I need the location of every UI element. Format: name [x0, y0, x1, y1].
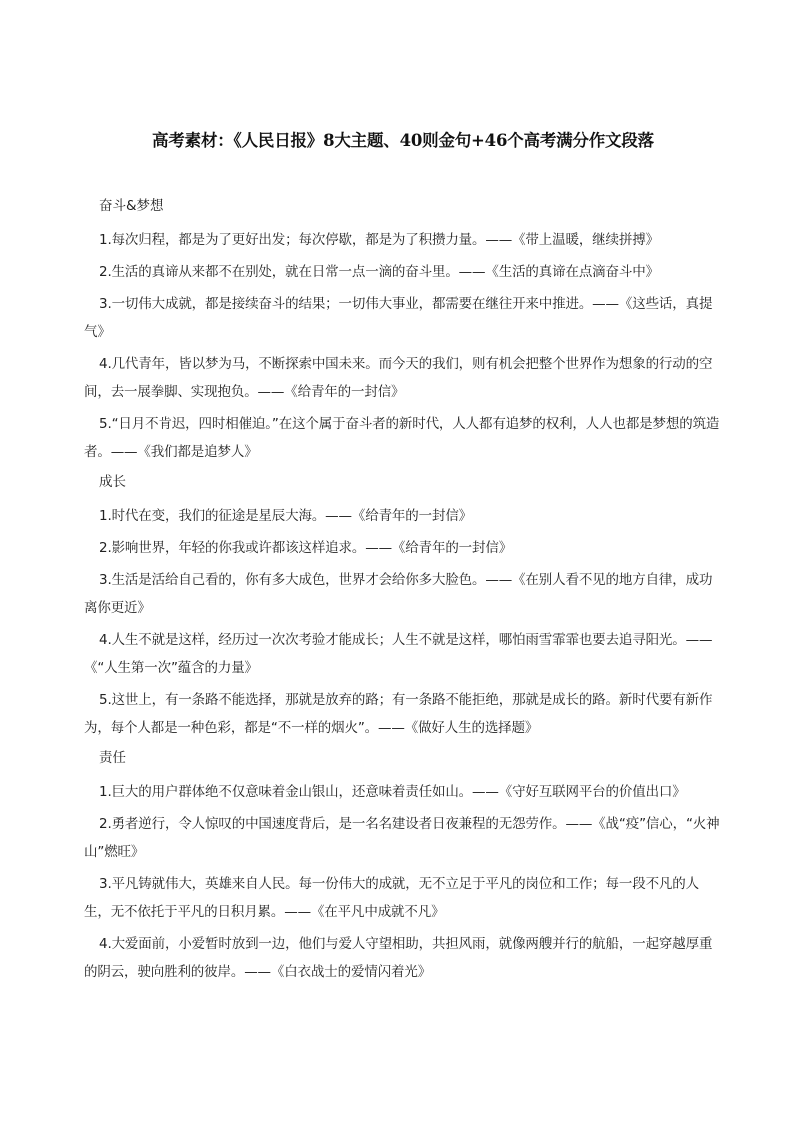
- quote-paragraph: 2.影响世界，年轻的你我或许都该这样追求。——《给青年的一封信》: [99, 540, 513, 556]
- section-growth: [84, 470, 722, 742]
- quote-paragraph: 2.生活的真谛从来都不在别处，就在日常一点一滴的奋斗里。——《生活的真谛在点滴奋斗中》: [99, 264, 659, 280]
- document-title: 高考素材：《人民日报》8大主题、40则金句+46个高考满分作文段落: [152, 131, 654, 150]
- section-heading: 责任: [99, 750, 126, 766]
- quote-paragraph: 5.这世上，有一条路不能选择，那就是放弃的路；有一条路不能拒绝，那就是成长的路。新时代要有新作为，每个人都是一种色彩，都是“不一样的烟火”。——《做好人生的选择题》: [84, 692, 713, 736]
- section-responsibility: [84, 746, 722, 986]
- section-heading: 成长: [99, 474, 126, 490]
- quote-paragraph: 5.“日月不肯迟，四时相催迫。”在这个属于奋斗者的新时代，人人都有追梦的权利，人人也都是梦想的筑造者。——《我们都是追梦人》: [84, 416, 720, 460]
- section-heading: 奋斗&梦想: [99, 198, 164, 214]
- quote-paragraph: 3.一切伟大成就，都是接续奋斗的结果；一切伟大事业，都需要在继往开来中推进。——《这些话，真提气》: [84, 296, 713, 340]
- quote-paragraph: 4.几代青年，皆以梦为马，不断探索中国未来。而今天的我们，则有机会把整个世界作为想象的行动的空间，去一展拳脚、实现抱负。——《给青年的一封信》: [84, 356, 713, 400]
- quote-paragraph: 1.时代在变，我们的征途是星辰大海。——《给青年的一封信》: [99, 508, 473, 524]
- quote-paragraph: 1.巨大的用户群体绝不仅意味着金山银山，还意味着责任如山。——《守好互联网平台的价值出口》: [99, 784, 686, 800]
- quote-paragraph: 4.人生不就是这样，经历过一次次考验才能成长；人生不就是这样，哪怕雨雪霏霏也要去追寻阳光。——《“人生第一次”蕴含的力量》: [84, 632, 713, 676]
- quote-paragraph: 4.大爱面前，小爱暂时放到一边，他们与爱人守望相助，共担风雨，就像两艘并行的航船，一起穿越厚重的阴云，驶向胜利的彼岸。——《白衣战士的爱情闪着光》: [84, 936, 713, 980]
- quote-paragraph: 1.每次归程，都是为了更好出发；每次停歇，都是为了积攒力量。——《带上温暖，继续拼搏》: [99, 232, 659, 248]
- quote-paragraph: 2.勇者逆行，令人惊叹的中国速度背后，是一名名建设者日夜兼程的无怨劳作。——《战“疫”信心，“火神山”燃旺》: [84, 816, 720, 860]
- section-struggle-dream: [84, 194, 722, 466]
- quote-paragraph: 3.生活是活给自己看的，你有多大成色，世界才会给你多大脸色。——《在别人看不见的地方自律，成功离你更近》: [84, 572, 713, 616]
- quote-paragraph: 3.平凡铸就伟大，英雄来自人民。每一份伟大的成就，无不立足于平凡的岗位和工作；每一段不凡的人生，无不依托于平凡的日积月累。——《在平凡中成就不凡》: [84, 876, 699, 920]
